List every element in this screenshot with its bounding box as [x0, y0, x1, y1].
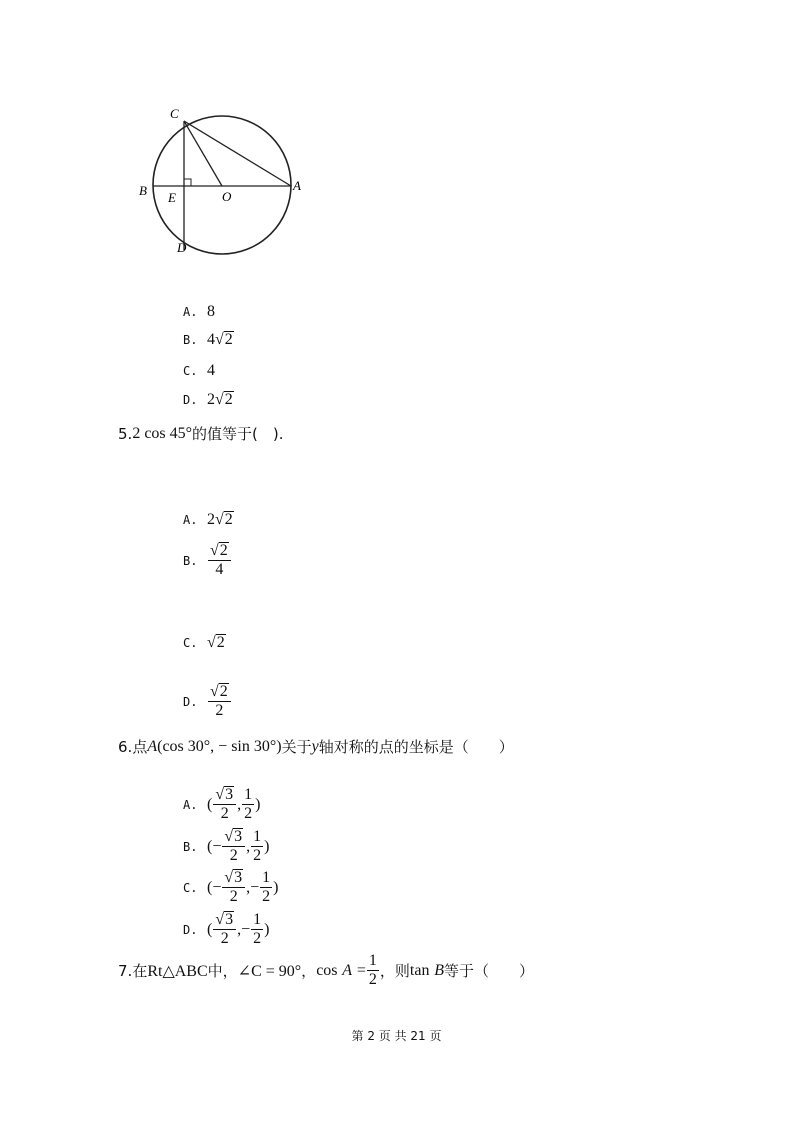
label-b: B: [139, 183, 147, 198]
option-letter: B.: [183, 553, 198, 568]
option-letter: B.: [183, 839, 198, 854]
q6-option-d[interactable]: [183, 911, 269, 948]
option-value: √ 2 2: [208, 683, 231, 720]
q4-option-d[interactable]: [183, 391, 234, 409]
question-number: 6.: [118, 737, 133, 756]
q5-expression: 2 cos 45°: [132, 424, 193, 442]
q5-option-b[interactable]: [183, 542, 232, 579]
q6-option-a[interactable]: [183, 786, 260, 823]
option-value: ( − √ 3 2 , $\frac{1}{2}$ ): [207, 828, 270, 864]
geometry-figure: [130, 100, 310, 260]
option-value: ( √ 3 2 , − $\frac{1}{2}$ ): [207, 911, 270, 947]
q6-stem: 6. 点 A (cos 30°, − sin 30°) 关于 y 轴对称的点的坐标是（ ）: [118, 737, 514, 756]
option-letter: A.: [183, 797, 198, 812]
option-letter: A.: [183, 513, 198, 527]
q5-option-c[interactable]: [183, 634, 226, 652]
option-value: 4: [207, 362, 215, 379]
q5-option-d[interactable]: [183, 683, 232, 720]
q6-option-c[interactable]: [183, 869, 279, 906]
option-value: 4 √ 2: [207, 331, 233, 348]
question-number: 7.: [118, 961, 133, 980]
page-footer: [0, 1027, 793, 1044]
q4-option-a[interactable]: [183, 303, 215, 321]
option-value: √ 2 4: [208, 542, 231, 579]
option-value: ( √ 3 2 , $\frac{1}{2}$ ): [207, 786, 261, 822]
q5-option-a[interactable]: [183, 511, 234, 529]
q7-stem: 7. 在 Rt△ABC 中， ∠C = 90° ， cos A = $\frac{1}{2}$ ，则 tan B 等于（ ）: [118, 952, 535, 988]
right-angle-mark: [184, 179, 191, 186]
option-letter: D.: [183, 922, 198, 937]
label-a: A: [293, 178, 301, 193]
option-letter: C.: [183, 880, 198, 895]
q5-stem: [118, 423, 284, 444]
q4-option-c[interactable]: [183, 362, 215, 380]
option-letter: A.: [183, 305, 198, 319]
option-letter: C.: [183, 364, 198, 378]
option-value: 2 √ 2: [207, 391, 233, 408]
segment-ca: [184, 121, 291, 186]
option-letter: C.: [183, 636, 198, 650]
page-number: 第 2 页 共 21 页: [351, 1029, 442, 1043]
question-number: 5.: [118, 424, 133, 443]
q5-stem-text: 的值等于( ).: [192, 425, 284, 443]
option-letter: D.: [183, 393, 198, 407]
segment-co: [184, 121, 222, 186]
label-d: D: [177, 240, 187, 255]
q6-option-b[interactable]: [183, 828, 269, 865]
q4-option-b[interactable]: [183, 331, 234, 349]
option-letter: D.: [183, 694, 198, 709]
label-e: E: [168, 190, 176, 205]
label-o: O: [222, 189, 232, 204]
option-value: ( − √ 3 2 , − $\frac{1}{2}$ ): [207, 869, 279, 905]
option-letter: B.: [183, 333, 198, 347]
option-value: 8: [207, 303, 215, 320]
option-value: √ 2: [207, 634, 225, 651]
option-value: 2 √ 2: [207, 511, 233, 528]
label-c: C: [170, 106, 179, 121]
